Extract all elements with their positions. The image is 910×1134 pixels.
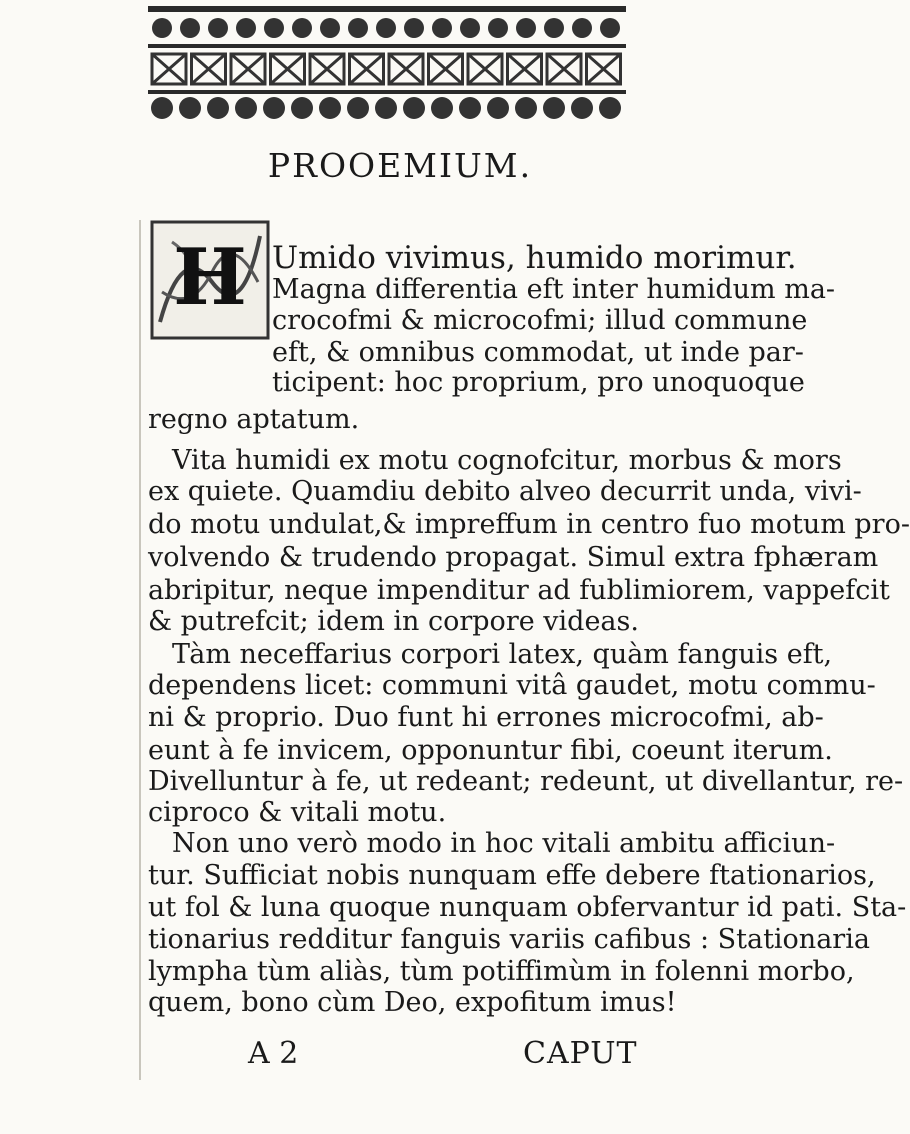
text-line: abripitur, neque impenditur ad fublimiorem, vappefcit [148,575,890,606]
ornament-motif [404,18,424,38]
ornament-motif [587,54,621,84]
ornamental-initial-icon [152,222,268,338]
ornament-motif [291,97,313,119]
ornament-motif [431,97,453,119]
catchword: CAPUT [523,1036,638,1071]
text-line: ticipent: hoc proprium, pro unoquoque [272,367,805,398]
ornament-motif [264,18,284,38]
text-line: Umido vivimus, humido morimur. [272,240,797,276]
ornament-motif [347,97,369,119]
text-line: Non uno verò modo in hoc vitali ambitu afficiun- [172,828,836,859]
ornament-motif [600,18,620,38]
text-line: tur. Sufficiat nobis nunquam effe debere ftationarios, [148,860,876,891]
ornament-motif [459,97,481,119]
ornament-motif [544,18,564,38]
ornament-motif [152,54,186,84]
ornament-motif [488,18,508,38]
text-line: ex quiete. Quamdiu debito alveo decurrit unda, vivi- [148,476,862,507]
ornament-motif [468,54,502,84]
ornament-motif [236,18,256,38]
ornament-motif [389,54,423,84]
ornament-motif [179,97,201,119]
ornament-motif [460,18,480,38]
text-line: Vita humidi ex motu cognofcitur, morbus & mors [172,445,842,476]
ornament-motif [508,54,542,84]
ornament-motif [572,18,592,38]
ornament-motif [516,18,536,38]
ornament-motif [403,97,425,119]
text-line: Tàm neceffarius corpori latex, quàm fanguis eft, [172,639,833,670]
ornament-motif [429,54,463,84]
ornament-motif [543,97,565,119]
text-line: eunt à fe invicem, opponuntur fibi, coeunt iterum. [148,735,833,766]
text-line: volvendo & trudendo propagat. Simul extra fphæram [148,542,879,573]
ornament-motif [192,54,226,84]
text-line: quem, bono cùm Deo, expofitum imus! [148,987,677,1018]
ornament-motif [180,18,200,38]
page-heading: PROOEMIUM. [267,146,533,185]
signature-mark: A 2 [248,1036,299,1071]
ornament-motif [432,18,452,38]
ornament-motif [151,97,173,119]
text-line: crocofmi & microcofmi; illud commune [272,305,808,336]
ornament-motif [319,97,341,119]
text-line: ut fol & luna quoque nunquam obfervantur id pati. Sta- [148,892,907,923]
ornament-motif [375,97,397,119]
decorative-header-band-icon [148,6,626,126]
ornament-motif [348,18,368,38]
ornament-motif [310,54,344,84]
ornament-motif [207,97,229,119]
text-line: ciproco & vitali motu. [148,797,447,828]
ornament-motif [376,18,396,38]
text-line: ni & proprio. Duo funt hi errones microcofmi, ab- [148,702,824,733]
ornament-motif [231,54,265,84]
ornament-motif [571,97,593,119]
text-line: Divelluntur à fe, ut redeant; redeunt, ut divellantur, re- [148,766,904,797]
text-line: & putrefcit; idem in corpore videas. [148,606,639,637]
ornament-motif [547,54,581,84]
ornament-motif [487,97,509,119]
ornament-motif [320,18,340,38]
text-line: tionarius redditur fanguis variis cafibus : Stationaria [148,924,870,955]
ornament-motif [515,97,537,119]
text-line: eft, & omnibus commodat, ut inde par- [272,337,804,368]
text-line: Magna differentia eft inter humidum ma- [272,274,836,305]
ornament-motif [152,18,172,38]
text-line: dependens licet: communi vitâ gaudet, motu commu- [148,670,876,701]
text-line: do motu undulat,& impreffum in centro fuo motum pro- [148,509,910,540]
ornament-motif [599,97,621,119]
ornament-motif [235,97,257,119]
ornament-motif [292,18,312,38]
ornament-motif [263,97,285,119]
ornament-motif [208,18,228,38]
ornament-motif [350,54,384,84]
margin-rule [139,220,141,1080]
text-line: lympha tùm aliàs, tùm potiffimùm in folenni morbo, [148,956,855,987]
initial-letter: H [173,232,247,323]
text-line: regno aptatum. [148,404,360,435]
ornament-motif [271,54,305,84]
